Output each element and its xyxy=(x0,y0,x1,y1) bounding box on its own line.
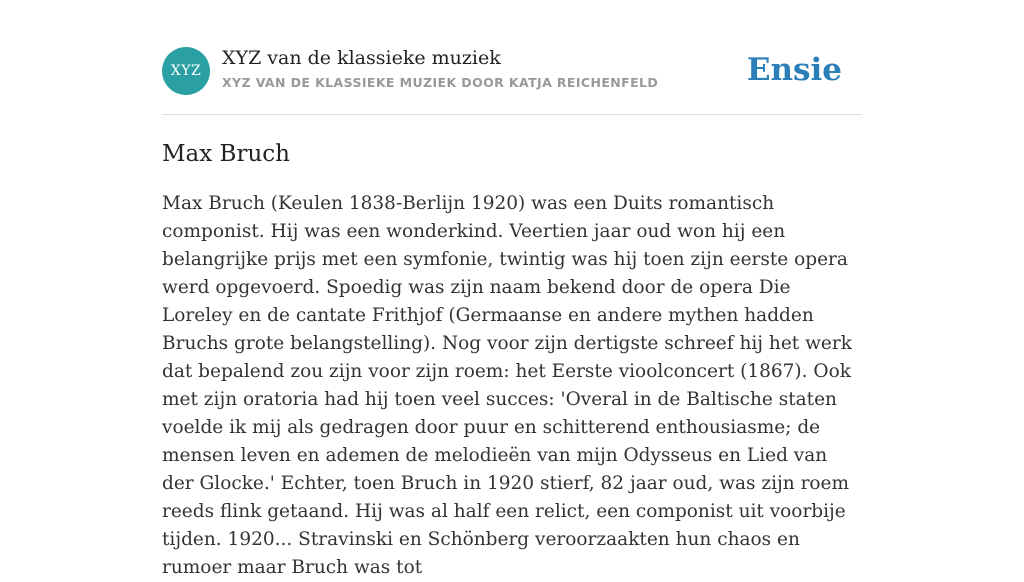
post-title: Max Bruch xyxy=(162,141,290,167)
blog-header xyxy=(162,0,862,115)
blog-titles xyxy=(222,46,658,91)
post-body: Max Bruch (Keulen 1838-Berlijn 1920) was een Duits romantisch componist. Hij was een wonderkind. Veertien jaar oud won hij een belangrijke prijs met een symfonie, twintig was hij toen zijn eerste opera werd opgevoerd. Spoedig was zijn naam bekend door de opera Die Loreley en de cantate Frithjof (Germaanse en andere mythen hadden Bruchs grote belangstelling). Nog voor zijn dertigste schreef hij het werk dat bepalend zou zijn voor zijn roem: het Eerste vioolconcert (1867). Ook met zijn oratoria had hij toen veel succes: 'Overal in de Baltische staten voelde ik mij als gedragen door puur en schitterend enthousiasme; de mensen leven en ademen de melodieën van mijn Odysseus en Lied van der Glocke.' Echter, toen Bruch in 1920 stierf, 82 jaar oud, was zijn roem reeds flink getaand. Hij was al half een relict, een componist uit voorbije tijden. 1920... Stravinski en Schönberg veroorzaakten hun chaos en rumoer maar Bruch was tot xyxy=(162,193,852,578)
ensie-logo[interactable]: Ensie xyxy=(746,52,842,88)
blog-avatar[interactable]: XYZ xyxy=(162,47,210,95)
page xyxy=(162,0,862,582)
blog-subtitle: XYZ VAN DE KLASSIEKE MUZIEK DOOR KATJA REICHENFELD xyxy=(222,75,659,90)
blog-title[interactable]: XYZ van de klassieke muziek xyxy=(222,47,501,69)
